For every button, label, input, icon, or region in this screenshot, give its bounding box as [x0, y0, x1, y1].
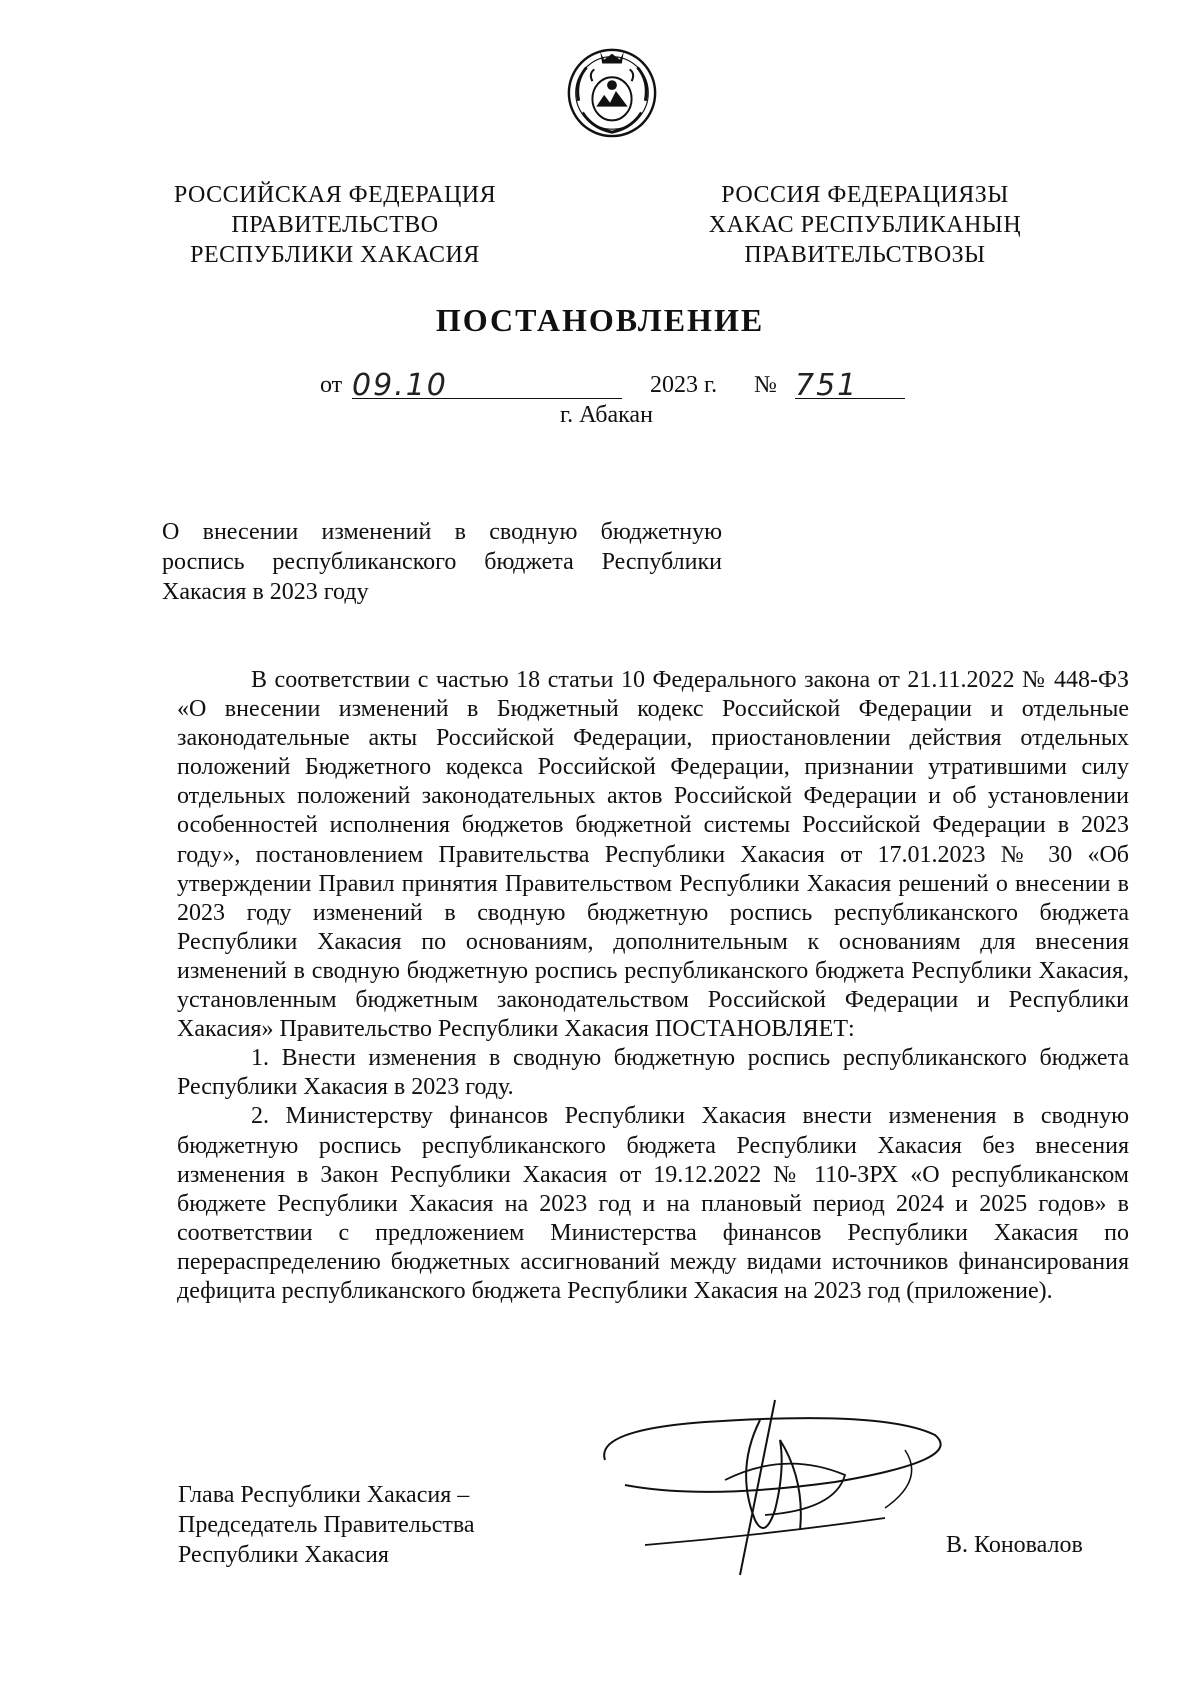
body-paragraph: 2. Министерству финансов Республики Хакасия внести изменения в сводную бюджетную роспись республиканского бюджета Республики Хакасия без внесения изменения в Закон Республики Хакасия от 19.12.2022 № 110-ЗРХ «О республиканском бюджете Республики Хакасия на 2023 год и на плановый период 2024 и 2025 годов» в соответствии с предложением Министерства финансов Республики Хакасия по перераспределению бюджетных ассигнований между видами источников финансирования дефицита республиканского бюджета Республики Хакасия на 2023 год (приложение).	[177, 1103, 1129, 1304]
body-paragraph: 1. Внести изменения в сводную бюджетную роспись республиканского бюджета Республики Хакасия в 2023 году.	[177, 1045, 1129, 1101]
header-line: ПРАВИТЕЛЬСТВО	[231, 212, 439, 238]
date-prefix: от	[320, 372, 343, 398]
header-line: РОССИЯ ФЕДЕРАЦИЯЗЫ	[721, 182, 1009, 208]
city-label: г. Абакан	[560, 402, 653, 428]
year-label: 2023 г.	[650, 372, 718, 398]
header-line: РОССИЙСКАЯ ФЕДЕРАЦИЯ	[173, 182, 497, 208]
document-body	[177, 666, 1129, 1306]
signatory-title-line: Республики Хакасия	[178, 1542, 389, 1568]
coat-of-arms-icon	[563, 42, 661, 140]
number-prefix: №	[754, 372, 777, 398]
signatory-name: В. Коновалов	[946, 1532, 1083, 1558]
body-paragraph: В соответствии с частью 18 статьи 10 Федерального закона от 21.11.2022 № 448-ФЗ «О внесении изменений в Бюджетный кодекс Российской Федерации и отдельные законодательные акты Российской Федерации, приостановлении действия отдельных положений Бюджетного кодекса Российской Федерации, признании утратившими силу отдельных положений законодательных актов Российской Федерации и об установлении особенностей исполнения бюджетов бюджетной системы Российской Федерации в 2023 году», постановлением Правительства Республики Хакасия от 17.01.2023 № 30 «Об утверждении Правил принятия Правительством Республики Хакасия решений о внесении в 2023 году изменений в сводную бюджетную роспись республиканского бюджета Республики Хакасия по основаниям, дополнительным к основаниям для внесения изменений в сводную бюджетную роспись республиканского бюджета Республики Хакасия, установленным бюджетным законодательством Российской Федерации и Республики Хакасия» Правительство Республики Хакасия ПОСТАНОВЛЯЕТ:	[177, 667, 1129, 1043]
number-field	[795, 366, 905, 403]
header-line: РЕСПУБЛИКИ ХАКАСИЯ	[190, 242, 480, 268]
header-russian	[160, 180, 510, 270]
signatory-title-line: Председатель Правительства	[178, 1512, 475, 1538]
handwritten-number: 751	[795, 368, 859, 403]
date-field	[352, 366, 622, 403]
document-title: ПОСТАНОВЛЕНИЕ	[435, 302, 765, 338]
signatory-title	[178, 1480, 538, 1570]
handwritten-signature-icon	[585, 1390, 985, 1580]
header-line: ХАКАС РЕСПУБЛИКАНЫҢ	[708, 212, 1022, 238]
document-subject: О внесении изменений в сводную бюджетную роспись республиканского бюджета Республики Хакасия в 2023 году	[162, 519, 722, 605]
header-line: ПРАВИТЕЛЬСТВОЗЫ	[744, 242, 986, 268]
handwritten-date: 09.10	[352, 368, 448, 403]
header-khakas	[700, 180, 1030, 270]
signatory-title-line: Глава Республики Хакасия –	[178, 1482, 470, 1508]
